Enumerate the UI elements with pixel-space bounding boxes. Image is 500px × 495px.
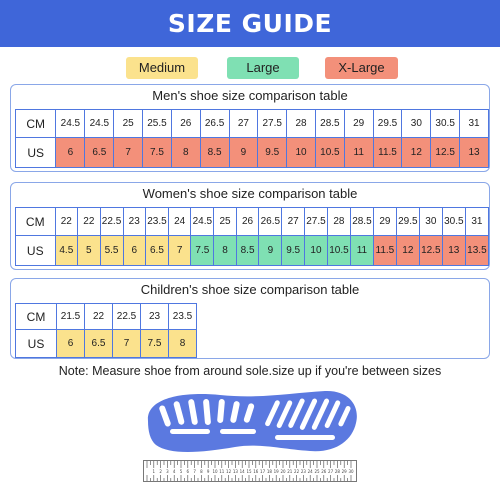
women-us-cell: 12.5 (419, 236, 442, 266)
women-us-cell: 6.5 (145, 236, 168, 266)
men-cm-row (16, 110, 489, 138)
ruler-number: 24 (307, 469, 313, 474)
men-cm-cell: 29 (344, 110, 373, 138)
women-size-table (15, 207, 489, 266)
women-cm-cell: 28 (327, 208, 350, 236)
men-us-cell: 8 (171, 138, 200, 168)
women-us-cell: 8.5 (236, 236, 259, 266)
men-us-cell: 13 (460, 138, 489, 168)
legend-medium: Medium (126, 57, 198, 79)
ruler-number: 5 (179, 469, 183, 474)
women-us-cell: 7 (168, 236, 190, 266)
men-us-cell: 12.5 (431, 138, 460, 168)
ruler-number: 13 (232, 469, 238, 474)
ruler-number: 22 (294, 469, 300, 474)
children-cm-cell: 22 (85, 304, 113, 330)
page-title: SIZE GUIDE (167, 9, 333, 38)
children-size-table (15, 303, 197, 358)
women-us-label: US (16, 236, 56, 266)
men-us-cell: 9 (229, 138, 258, 168)
men-us-cell: 6 (56, 138, 85, 168)
ruler-number: 14 (239, 469, 245, 474)
ruler-number: 9 (206, 469, 210, 474)
children-us-cell: 7 (113, 330, 141, 358)
children-us-label: US (16, 330, 57, 358)
women-us-cell: 9.5 (282, 236, 305, 266)
ruler-number: 15 (246, 469, 252, 474)
men-cm-cell: 28.5 (315, 110, 344, 138)
women-cm-cell: 26.5 (259, 208, 282, 236)
women-cm-row (16, 208, 489, 236)
ruler-number: 7 (193, 469, 196, 474)
men-cm-cell: 26.5 (200, 110, 229, 138)
legend-xlarge: X-Large (325, 57, 398, 79)
men-cm-cell: 26 (171, 110, 200, 138)
men-cm-cell: 27.5 (258, 110, 287, 138)
ruler-number: 16 (253, 469, 259, 474)
women-size-panel (10, 182, 490, 270)
ruler-number: 2 (159, 469, 162, 474)
women-cm-cell: 23 (123, 208, 145, 236)
women-us-cell: 4.5 (55, 236, 78, 266)
women-cm-cell: 29 (373, 208, 396, 236)
women-cm-cell: 22 (78, 208, 100, 236)
women-us-cell: 8 (214, 236, 236, 266)
header-banner (0, 0, 500, 47)
women-cm-cell: 31 (465, 208, 488, 236)
women-us-cell: 7.5 (191, 236, 214, 266)
children-us-cell: 6.5 (85, 330, 113, 358)
women-us-cell: 10.5 (327, 236, 350, 266)
men-us-cell: 11 (344, 138, 373, 168)
men-cm-cell: 25 (114, 110, 143, 138)
ruler-number: 30 (348, 469, 354, 474)
women-us-cell: 11.5 (373, 236, 396, 266)
men-us-row (16, 138, 489, 168)
women-us-cell: 9 (259, 236, 282, 266)
size-legend (0, 57, 500, 79)
men-us-cell: 10.5 (315, 138, 344, 168)
ruler-number: 20 (280, 469, 286, 474)
men-cm-cell: 30.5 (431, 110, 460, 138)
women-cm-cell: 30 (419, 208, 442, 236)
women-cm-cell: 29.5 (396, 208, 419, 236)
ruler-number: 23 (300, 469, 306, 474)
ruler-number: 25 (314, 469, 320, 474)
women-table-title: Women's shoe size comparison table (142, 186, 358, 201)
women-cm-cell: 22.5 (100, 208, 123, 236)
women-cm-cell: 23.5 (145, 208, 168, 236)
women-cm-cell: 24.5 (191, 208, 214, 236)
children-cm-cell: 23 (141, 304, 169, 330)
women-us-cell: 11 (350, 236, 373, 266)
men-us-cell: 6.5 (85, 138, 114, 168)
children-us-cell: 6 (57, 330, 85, 358)
ruler-icon (143, 460, 357, 482)
women-cm-cell: 26 (236, 208, 259, 236)
men-cm-cell: 30 (402, 110, 431, 138)
shoe-sole-icon (140, 385, 362, 459)
men-us-cell: 12 (402, 138, 431, 168)
ruler-number: 21 (287, 469, 293, 474)
men-size-table (15, 109, 489, 168)
ruler-number: 3 (166, 469, 169, 474)
children-cm-label: CM (16, 304, 57, 330)
women-us-cell: 13 (442, 236, 465, 266)
ruler-number: 17 (260, 469, 266, 474)
men-cm-cell: 25.5 (142, 110, 171, 138)
women-us-cell: 6 (123, 236, 145, 266)
men-us-cell: 7.5 (142, 138, 171, 168)
men-cm-cell: 28 (287, 110, 316, 138)
women-us-cell: 10 (304, 236, 327, 266)
women-cm-cell: 27.5 (304, 208, 327, 236)
children-us-cell: 7.5 (141, 330, 169, 358)
women-cm-cell: 30.5 (442, 208, 465, 236)
men-us-label: US (16, 138, 56, 168)
sizing-note: Note: Measure shoe from around sole.size up if you're between sizes (58, 364, 442, 378)
ruler-number: 8 (200, 469, 203, 474)
men-table-title: Men's shoe size comparison table (152, 88, 348, 103)
ruler-number: 26 (321, 469, 327, 474)
legend-large: Large (227, 57, 299, 79)
ruler-number: 11 (219, 469, 225, 474)
children-cm-cell: 22.5 (113, 304, 141, 330)
women-cm-cell: 25 (214, 208, 236, 236)
women-cm-label: CM (16, 208, 56, 236)
ruler-number: 28 (334, 469, 340, 474)
men-cm-cell: 24.5 (85, 110, 114, 138)
men-us-cell: 11.5 (373, 138, 402, 168)
men-us-cell: 8.5 (200, 138, 229, 168)
ruler-number: 12 (226, 469, 232, 474)
children-cm-cell: 23.5 (169, 304, 197, 330)
women-us-row (16, 236, 489, 266)
women-cm-cell: 22 (55, 208, 78, 236)
women-cm-cell: 28.5 (350, 208, 373, 236)
men-us-cell: 9.5 (258, 138, 287, 168)
men-size-panel (10, 84, 490, 172)
men-cm-cell: 27 (229, 110, 258, 138)
women-us-cell: 12 (396, 236, 419, 266)
children-table-title: Children's shoe size comparison table (140, 282, 360, 297)
ruler-number: 29 (341, 469, 347, 474)
women-us-cell: 13.5 (465, 236, 488, 266)
women-cm-cell: 24 (168, 208, 190, 236)
children-us-cell: 8 (169, 330, 197, 358)
ruler-number: 6 (186, 469, 190, 474)
ruler-number: 10 (212, 469, 218, 474)
men-cm-cell: 31 (460, 110, 489, 138)
children-cm-row (16, 304, 197, 330)
men-us-cell: 7 (114, 138, 143, 168)
children-cm-cell: 21.5 (57, 304, 85, 330)
ruler-number: 4 (172, 469, 176, 474)
ruler-number: 27 (328, 469, 334, 474)
men-us-cell: 10 (287, 138, 316, 168)
women-cm-cell: 27 (282, 208, 305, 236)
children-size-panel (10, 278, 490, 359)
men-cm-cell: 24.5 (56, 110, 85, 138)
men-cm-label: CM (16, 110, 56, 138)
women-us-cell: 5 (78, 236, 100, 266)
ruler-number: 18 (266, 469, 272, 474)
ruler-number: 1 (152, 469, 156, 474)
men-cm-cell: 29.5 (373, 110, 402, 138)
women-us-cell: 5.5 (100, 236, 123, 266)
children-us-row (16, 330, 197, 358)
ruler-number: 19 (273, 469, 279, 474)
